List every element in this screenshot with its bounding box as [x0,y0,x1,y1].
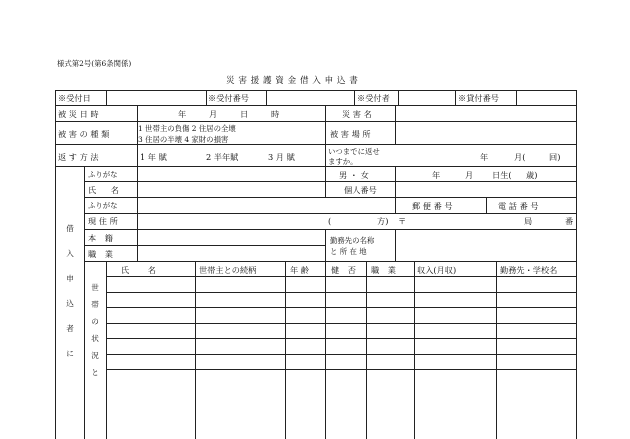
grid-line [84,261,576,262]
repayment-annual: 1 年 賦 [140,152,167,162]
grid-line [325,261,326,439]
grid-line [395,105,396,144]
phone-number-unit: 番 [565,216,574,226]
grid-line [576,90,577,439]
address-label: 現 住 所 [88,216,118,226]
grid-line [84,181,576,182]
disaster-name-field[interactable] [395,106,576,120]
disaster-hour-unit: 時 [271,109,280,119]
form-style-number: 様式第2号(第6条関係) [57,59,132,68]
household-side-char-5: 況 [91,351,99,360]
received-number-label: ※受付番号 [208,93,249,103]
employer-field[interactable] [395,229,576,261]
grid-line [106,323,576,324]
grid-line [398,90,399,105]
birth-day-unit: 日生( [492,170,512,180]
damage-place-label: 被 害 場 所 [330,129,371,139]
grid-line [55,90,56,439]
household-side-char-4: 状 [91,334,99,343]
grid-line [55,166,576,167]
received-date-field[interactable] [106,91,206,105]
damage-type-label: 被 害 の 種 類 [58,129,110,139]
age-unit: 歳) [526,170,538,180]
household-side-char-6: と [91,368,99,377]
received-number-field[interactable] [266,91,354,105]
occupation-field[interactable] [137,245,325,261]
grid-line [55,105,576,106]
grid-line [206,90,207,105]
grid-line [496,261,497,439]
disaster-date-label: 被 災 日 時 [58,109,99,119]
household-side-char-1: 世 [91,283,99,292]
employer-label-line2: と 所 在 地 [330,247,367,256]
employer-label-line1: 勤務先の名称 [330,236,375,245]
household-col-relation: 世帯主との続柄 [199,265,257,275]
household-col-age: 年 齢 [290,265,309,275]
disaster-name-label: 災 害 名 [342,109,372,119]
household-col-income: 収入(月収) [417,265,457,275]
household-col-occupation: 職 業 [371,265,399,275]
grid-line [516,90,517,105]
received-date-label: ※受付日 [58,93,91,103]
repay-count-unit: 回) [549,152,561,162]
address-paren-close: 方) [377,216,389,226]
grid-line [84,229,576,230]
address-field[interactable] [137,213,325,229]
applicant-side-char-3: 申 [66,274,74,283]
grid-line [55,90,576,91]
grid-line [106,354,576,355]
damage-options-line2: 3 住居の半壊 4 家財の損害 [138,135,229,144]
household-side-char-3: の [91,317,99,326]
applicant-side-char-5: 者 [66,324,74,333]
grid-line [486,197,487,213]
domicile-field[interactable] [137,229,325,245]
furigana-label-2: ふりがな [88,201,118,210]
personal-number-field[interactable] [395,181,576,197]
furigana-label: ふりがな [88,170,118,179]
occupation-label: 職 業 [88,249,116,259]
name-label: 氏 名 [88,185,125,195]
disaster-month-unit: 月 [209,109,218,119]
grid-line [195,261,196,439]
grid-line [84,213,576,214]
repay-month-unit: 月( [514,152,526,162]
postal-mark: 〒 [398,216,407,226]
grid-line [106,276,576,277]
repay-until-label-line2: ますか。 [328,157,358,166]
applicant-side-char-4: 込 [66,299,74,308]
grid-line [285,261,286,439]
grid-line [137,105,138,166]
household-col-employer: 勤務先・学校名 [500,265,558,275]
form-title: 災 害 援 護 資 金 借 入 申 込 書 [226,76,359,86]
repayment-semiannual: 2 半年賦 [206,152,239,162]
grid-line [266,90,267,105]
household-col-name: 氏 名 [121,265,164,275]
grid-line [55,121,576,122]
domicile-label: 本 籍 [88,233,116,243]
grid-line [325,229,326,261]
damage-options-line1: 1 世帯主の負傷 2 住居の全壊 [138,124,236,133]
household-col-health: 健 否 [331,265,359,275]
grid-line [55,144,576,145]
grid-line [106,261,107,439]
postal-code-label: 郵 便 番 号 [412,201,453,211]
grid-line [84,197,576,198]
receiver-field[interactable] [398,91,455,105]
grid-line [325,166,326,197]
grid-line [414,261,415,439]
repay-until-label-line1: いつまでに返せ [328,147,380,156]
phone-label: 電 話 番 号 [498,201,539,211]
address-paren-open: ( [328,216,332,226]
grid-line [106,338,576,339]
loan-number-field[interactable] [516,91,576,105]
repayment-monthly: 3 月 賦 [268,152,295,162]
grid-line [106,307,576,308]
applicant-side-char-2: 入 [66,249,74,258]
disaster-year-unit: 年 [178,109,187,119]
grid-line [395,197,396,213]
grid-line [106,90,107,105]
grid-line [354,90,355,105]
disaster-day-unit: 日 [240,109,249,119]
grid-line [395,229,396,261]
grid-line [455,90,456,105]
gender-label: 男 ・ 女 [339,170,369,180]
receiver-label: ※受付者 [357,93,390,103]
repayment-method-label: 返 す 方 法 [58,152,99,162]
grid-line [366,261,367,439]
loan-number-label: ※貸付番号 [458,93,499,103]
birth-month-unit: 月 [465,170,474,180]
household-side-char-2: 帯 [91,300,99,309]
applicant-name-field[interactable] [137,181,325,197]
grid-line [325,105,326,166]
grid-line [106,292,576,293]
phone-bureau-unit: 局 [524,216,533,226]
grid-line [395,166,396,197]
grid-line [137,166,138,261]
grid-line [84,245,325,246]
repay-year-unit: 年 [480,152,489,162]
applicant-side-char-1: 借 [66,224,74,233]
birth-year-unit: 年 [432,170,441,180]
personal-number-label: 個人番号 [344,185,377,195]
grid-line [84,166,85,439]
grid-line [106,369,576,370]
applicant-side-char-6: に [66,349,74,358]
damage-place-field[interactable] [395,122,576,144]
